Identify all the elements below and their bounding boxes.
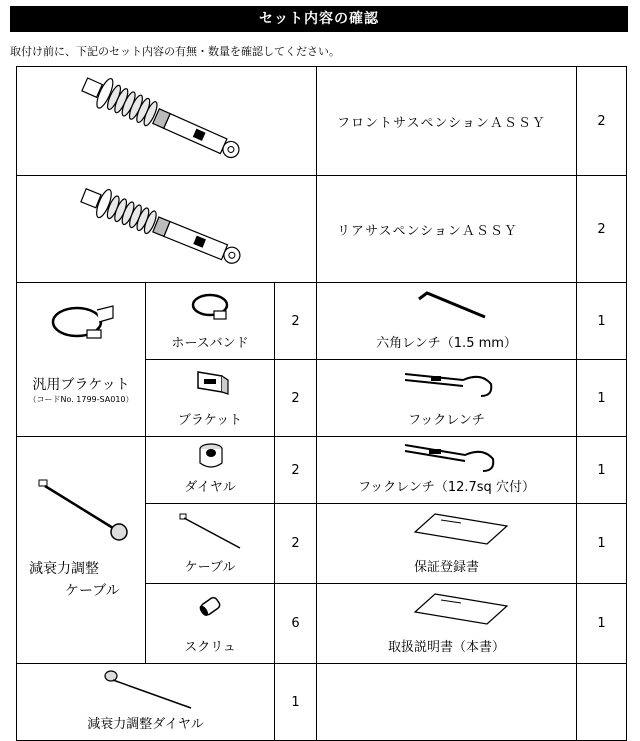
damper-cable-assembly-icon (33, 476, 133, 546)
hook-wrench-hole-qty-cell (577, 437, 627, 504)
hose-band-cell (146, 283, 275, 360)
damper-dial-qty: 1 (291, 694, 300, 710)
dial-label: ダイヤル (184, 480, 236, 495)
screw-qty: 6 (291, 616, 300, 631)
manual-label: 取扱説明書（本書） (388, 640, 506, 655)
hook-wrench-icon (401, 366, 497, 400)
hook-wrench-hole-label: フックレンチ（12.7sq 穴付） (358, 480, 535, 495)
hook-wrench-cell (317, 360, 577, 437)
damper-cable-title-line2: ケーブル (65, 583, 120, 599)
damper-dial-cell (17, 664, 275, 741)
screw-cell (146, 584, 275, 664)
bracket-group-code: （コードNo. 1799-SA010） (28, 394, 134, 404)
front-suspension-qty-cell (577, 67, 627, 176)
hex-wrench-icon (415, 289, 491, 321)
bracket-part-qty-cell (275, 360, 317, 437)
empty-qty-cell (577, 664, 627, 741)
dial-qty: 2 (291, 462, 300, 478)
set-contents-table (16, 66, 627, 741)
hook-wrench-hole-icon (401, 441, 501, 475)
hose-band-qty: 2 (291, 313, 300, 329)
manual-qty-cell (577, 584, 627, 664)
damper-dial-icon (99, 668, 199, 712)
bracket-assembly-icon (47, 296, 117, 342)
table-row (17, 283, 627, 360)
rear-suspension-qty: 2 (597, 221, 606, 237)
table-row (17, 437, 627, 504)
bracket-group-cell (17, 283, 146, 437)
hose-band-icon (190, 289, 234, 323)
hex-wrench-label: 六角レンチ（1.5 mm） (376, 336, 517, 351)
hex-wrench-cell (317, 283, 577, 360)
hex-wrench-qty: 1 (597, 313, 606, 329)
hook-wrench-label: フックレンチ (408, 413, 485, 428)
manual-qty: 1 (597, 616, 606, 631)
table-row (17, 67, 627, 176)
warranty-qty: 1 (597, 536, 606, 551)
rear-suspension-illustration (17, 177, 317, 282)
section-header (10, 6, 628, 32)
front-suspension-image-cell (17, 67, 317, 176)
hook-wrench-qty: 1 (597, 390, 606, 406)
screw-qty-cell (275, 584, 317, 664)
warranty-qty-cell (577, 504, 627, 584)
bracket-part-qty: 2 (291, 390, 300, 406)
screw-label: スクリュ (184, 640, 236, 655)
rear-suspension-name-cell (317, 176, 577, 283)
bracket-group-title: 汎用ブラケット (32, 376, 130, 393)
intro-text: 取付け前に、下記のセット内容の有無・数量を確認してください。 (10, 45, 340, 58)
damper-cable-title-line1: 減衰力調整 (29, 561, 99, 577)
warranty-label: 保証登録書 (414, 560, 480, 575)
cable-qty: 2 (291, 536, 300, 551)
dial-cell (146, 437, 275, 504)
table-row (17, 176, 627, 283)
hose-band-qty-cell (275, 283, 317, 360)
front-suspension-illustration (17, 68, 317, 175)
cable-icon (176, 512, 246, 552)
rear-suspension-name: リアサスペンションＡＳＳＹ (337, 223, 518, 239)
rear-suspension-qty-cell (577, 176, 627, 283)
section-title: セット内容の確認 (259, 11, 379, 27)
hook-wrench-hole-qty: 1 (597, 462, 606, 478)
front-suspension-qty: 2 (597, 113, 606, 129)
dial-icon (196, 441, 226, 473)
warranty-document-icon (411, 510, 511, 546)
hex-wrench-qty-cell (577, 283, 627, 360)
cable-qty-cell (275, 504, 317, 584)
front-suspension-name: フロントサスペンションＡＳＳＹ (337, 115, 546, 131)
warranty-cell (317, 504, 577, 584)
hook-wrench-qty-cell (577, 360, 627, 437)
bracket-part-label: ブラケット (177, 413, 243, 428)
hook-wrench-hole-cell (317, 437, 577, 504)
damper-cable-group-cell (17, 437, 146, 664)
cable-label: ケーブル (184, 560, 236, 575)
table-row (17, 664, 627, 741)
dial-qty-cell (275, 437, 317, 504)
manual-cell (317, 584, 577, 664)
damper-dial-qty-cell (275, 664, 317, 741)
cable-cell (146, 504, 275, 584)
damper-dial-label: 減衰力調整ダイヤル (87, 717, 204, 732)
empty-cell (317, 664, 577, 741)
bracket-part-cell (146, 360, 275, 437)
rear-suspension-image-cell (17, 176, 317, 283)
hose-band-label: ホースバンド (171, 336, 249, 351)
screw-icon (196, 592, 226, 622)
manual-document-icon (411, 590, 511, 626)
front-suspension-name-cell (317, 67, 577, 176)
bracket-part-icon (194, 368, 230, 396)
